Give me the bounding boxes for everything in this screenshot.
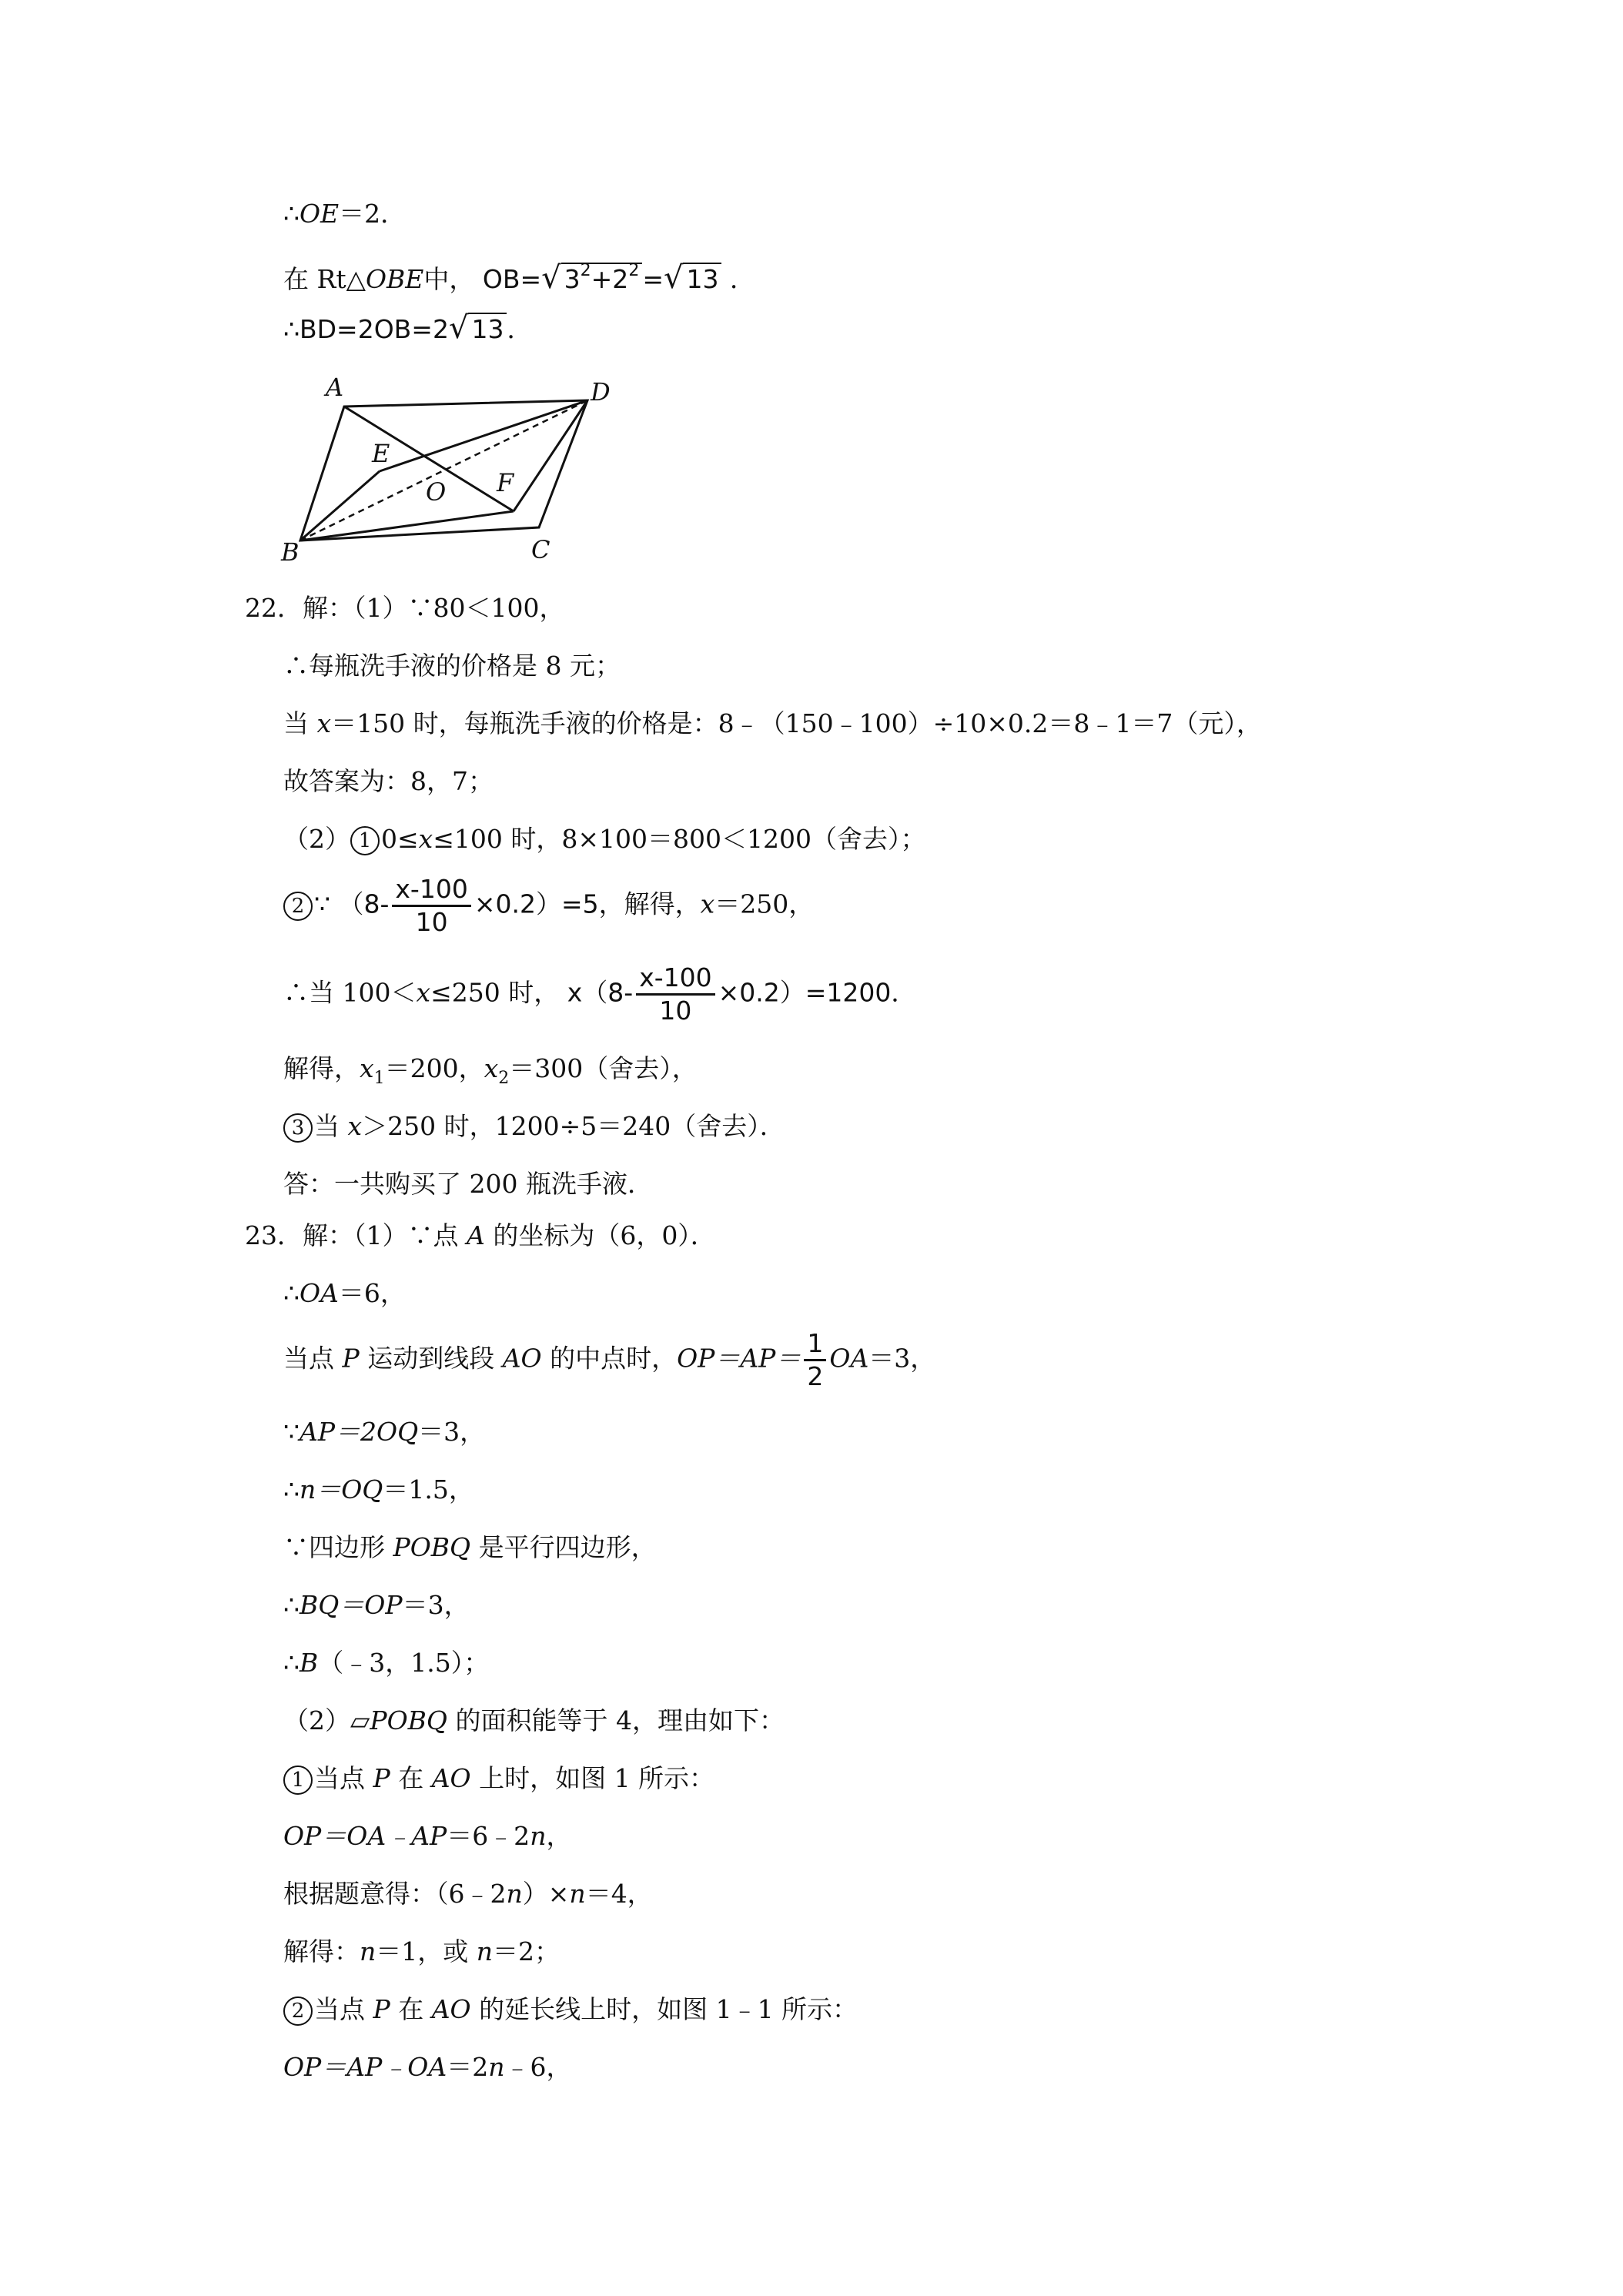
label-d: D [591,377,611,407]
q22-line6: 2 ∵ （8- $\frac{x-100}{10}$ ×0.2）=5，解得，x＝250， [283,874,814,935]
label-c: C [531,535,550,564]
q23-line8: ∴B（﹣3，1.5）； [283,1648,490,1678]
q23-line9: （2）▱POBQ 的面积能等于 4，理由如下： [283,1705,785,1735]
q23-head: 23．解：（1）∵点 A 的坐标为（6，0）． [245,1220,716,1250]
circled-1: 1 [283,1766,313,1795]
q22-line7: ∴当 100＜x≤250 时， x（8- $\frac{x-100}{10}$ ×0.2）=1200． [283,962,917,1026]
circled-2: 2 [283,1996,313,2026]
label-a: A [326,373,344,402]
label-b: B [281,537,300,567]
q23-line12: 根据题意得：（6﹣2n）×n＝4， [283,1879,653,1909]
fraction: $\frac{x-100}{10}$ [392,874,470,938]
q22-line5: （2） 1 0≤x≤100 时，8×100＝800＜1200（舍去）； [283,824,926,854]
q22-line9: 3 当 x＞250 时，1200÷5＝240（舍去）． [283,1111,785,1143]
fraction: $\frac{x-100}{10}$ [636,962,714,1026]
label-f: F [497,468,514,497]
fraction-half: $\frac{1}{2}$ [804,1328,826,1392]
q23-line3: 当点 P 运动到线段 AO 的中点时，OP＝AP＝ $\frac{1}{2}$ OA＝3， [283,1328,936,1391]
ob-formula: OB=√ $3^2+2^2$ =√ 13 [483,264,730,294]
q23-line5: ∴n＝OQ＝1.5， [283,1474,474,1504]
circled-2: 2 [283,892,313,921]
q22-line8: 解得，$x_1=200$，$x_2=300$（舍去）， [283,1053,698,1088]
q23-line4: ∵AP＝2OQ＝3， [283,1417,486,1447]
q23-line6: ∵四边形 POBQ 是平行四边形， [283,1532,657,1562]
q23-line7: ∴BQ＝OP＝3， [283,1590,470,1620]
circled-3: 3 [283,1113,313,1143]
q22-line4: 故答案为：8，7； [283,766,494,796]
q23-line15: OP＝AP﹣OA＝2n﹣6， [283,2052,572,2082]
q23-line13: 解得：n＝1，或 n＝2； [283,1936,561,1966]
label-e: E [372,439,390,468]
q22-line2: ∴每瓶洗手液的价格是 8 元； [283,651,621,681]
q23-line14: 2 当点 P 在 AO 的延长线上时，如图 1﹣1 所示： [283,1994,858,2026]
circled-1: 1 [350,826,380,855]
q23-line11: OP＝OA﹣AP＝6﹣2n， [283,1821,572,1851]
q23-line10: 1 当点 P 在 AO 上时，如图 1 所示： [283,1763,714,1795]
q22-line10: 答：一共购买了 200 瓶洗手液． [283,1169,653,1199]
line-oe: ∴OE＝2． [283,199,407,229]
parallelogram-figure [273,370,627,570]
label-o: O [426,477,447,507]
q23-line2: ∴OA＝6， [283,1278,406,1308]
q22-head: 22．解：（1）∵80＜100， [245,593,565,623]
line-rt-obe: 在 Rt△OBE中， OB=√ $3^2+2^2$ =√ 13 ． [283,260,755,296]
q22-line3: 当 x＝150 时，每瓶洗手液的价格是：8﹣（150﹣100）÷10×0.2＝8﹣1＝7（元）， [283,708,1262,738]
line-bd: ∴BD=2OB=2√ 13 ． [283,310,533,346]
